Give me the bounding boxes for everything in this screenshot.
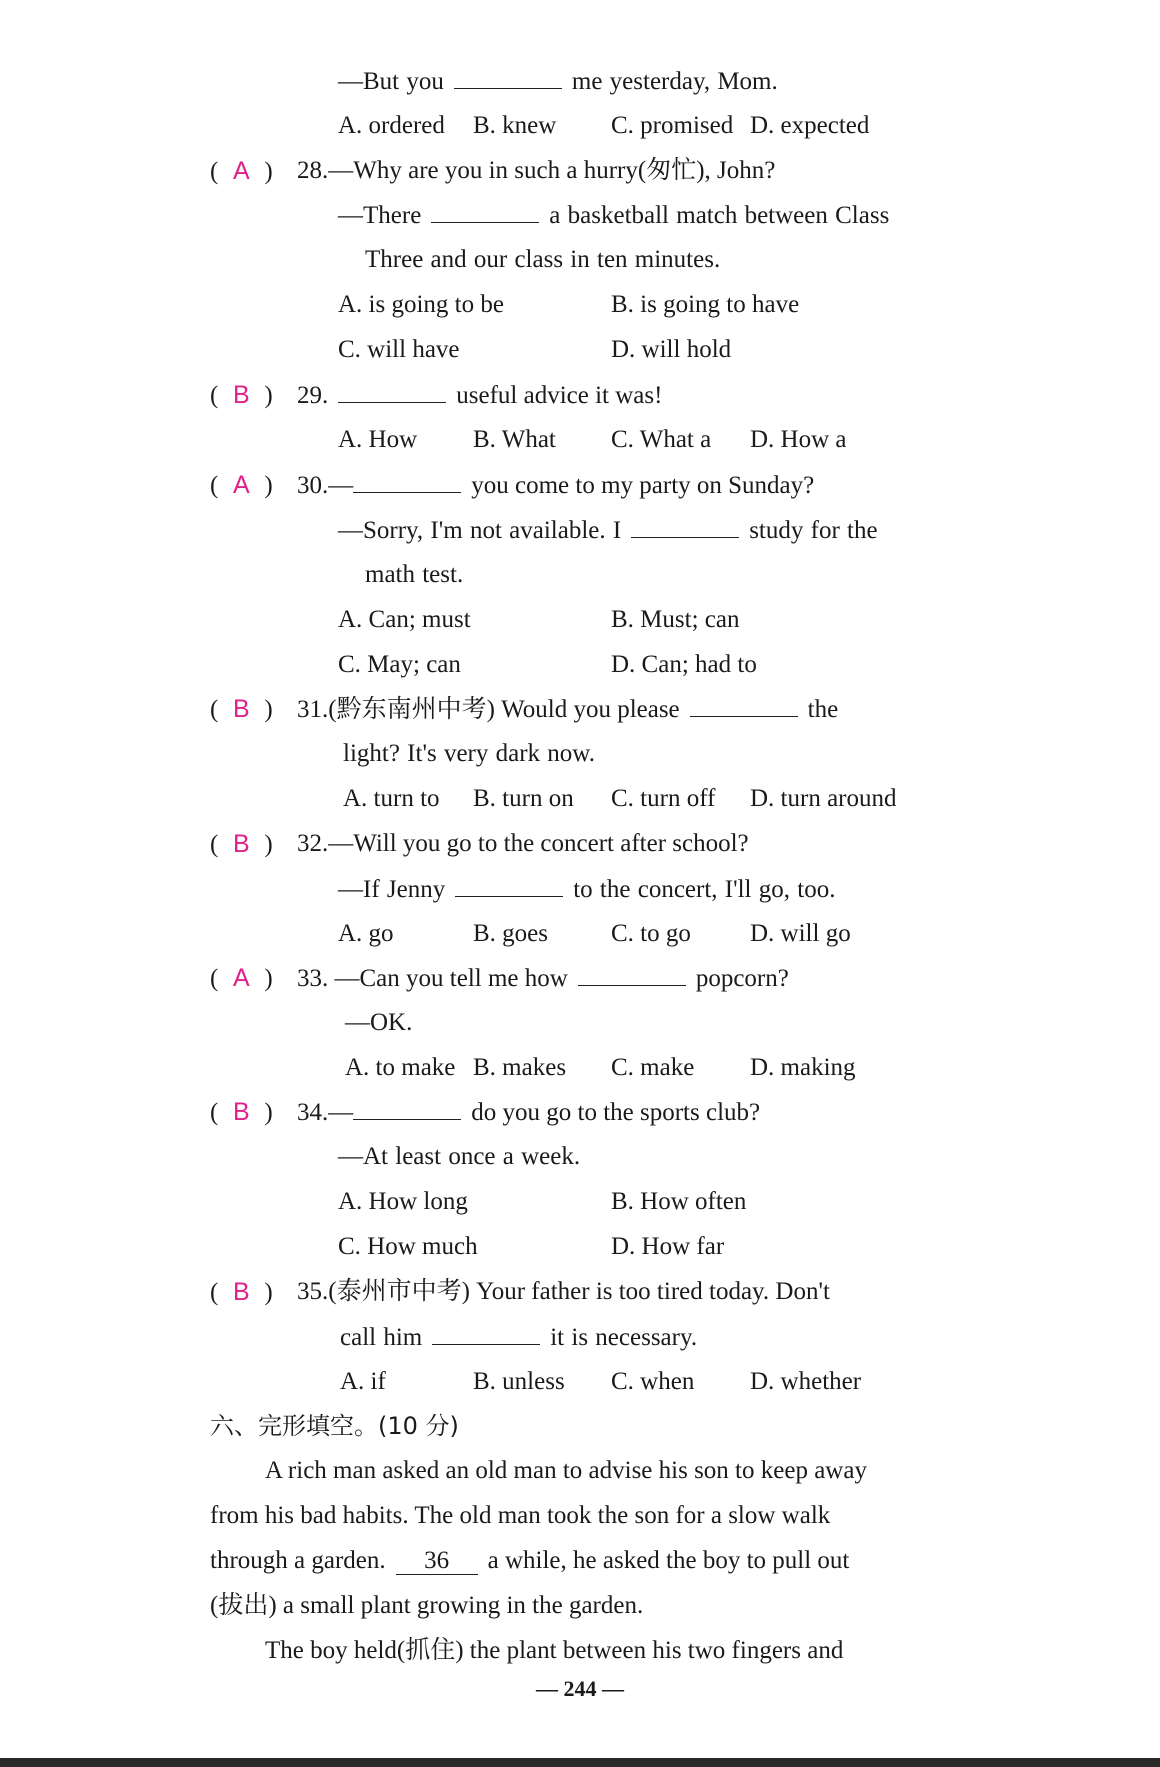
- answer-letter: A: [232, 157, 250, 185]
- page-number: — 244 —: [536, 1676, 624, 1701]
- prev-item-line: —But you me yesterday, Mom.: [338, 68, 778, 95]
- passage-line: A rich man asked an old man to advise his son to keep away: [265, 1457, 867, 1484]
- answer-blank[interactable]: [455, 874, 563, 897]
- answer-letter: A: [232, 471, 250, 499]
- question-28: 28.—Why are you in such a hurry(匆忙), John?: [297, 157, 776, 184]
- option-b: B. How often: [611, 1188, 747, 1215]
- question-33: 33. —Can you tell me how popcorn?: [297, 965, 789, 992]
- question-29: 29. useful advice it was!: [297, 382, 663, 409]
- option-a: A. turn to: [343, 785, 440, 812]
- option-d: D. will hold: [611, 336, 732, 363]
- q34-line2: —At least once a week.: [338, 1143, 581, 1170]
- option-c: C. What a: [611, 426, 712, 453]
- option-b: B. goes: [473, 920, 548, 947]
- option-b: B. is going to have: [611, 291, 800, 318]
- option-a: A. ordered: [338, 112, 445, 139]
- option-a: A. to make: [345, 1054, 456, 1081]
- option-d: D. How a: [750, 426, 847, 453]
- answer-blank[interactable]: [431, 200, 539, 223]
- option-d: D. turn around: [750, 785, 897, 812]
- answer-blank[interactable]: [353, 470, 461, 493]
- question-34: 34.— do you go to the sports club?: [297, 1099, 761, 1126]
- answer-blank[interactable]: [353, 1097, 461, 1120]
- option-d: D. expected: [750, 112, 870, 139]
- answer-letter: B: [232, 1098, 250, 1126]
- option-a: A. if: [340, 1368, 386, 1395]
- question-35: 35.(泰州市中考) Your father is too tired today. Don't: [297, 1278, 830, 1305]
- question-32: 32.—Will you go to the concert after school?: [297, 830, 749, 857]
- q28-line2: —There a basketball match between Class: [338, 202, 890, 229]
- answer-blank[interactable]: [432, 1322, 540, 1345]
- q28-line3: Three and our class in ten minutes.: [365, 246, 721, 273]
- question-31: 31.(黔东南州中考) Would you please the: [297, 696, 839, 723]
- option-b: B. makes: [473, 1054, 567, 1081]
- cloze-blank-36[interactable]: 36: [396, 1548, 478, 1575]
- option-d: D. making: [750, 1054, 856, 1081]
- option-a: A. How: [338, 426, 418, 453]
- answer-paren: ( B ): [210, 1098, 273, 1126]
- q33-line2: —OK.: [345, 1009, 413, 1036]
- passage-line: through a garden. 36 a while, he asked the boy to pull out: [210, 1547, 850, 1574]
- q30-line3: math test.: [365, 561, 464, 588]
- answer-letter: B: [232, 381, 250, 409]
- option-b: B. unless: [473, 1368, 565, 1395]
- answer-letter: B: [232, 695, 250, 723]
- answer-paren: ( A ): [210, 471, 273, 499]
- answer-paren: ( B ): [210, 381, 273, 409]
- passage-line: (拔出) a small plant growing in the garden.: [210, 1592, 644, 1619]
- answer-paren: ( A ): [210, 157, 273, 185]
- answer-blank[interactable]: [631, 515, 739, 538]
- option-d: D. How far: [611, 1233, 725, 1260]
- option-b: B. Must; can: [611, 606, 740, 633]
- q31-line2: light? It's very dark now.: [343, 740, 595, 767]
- option-a: A. Can; must: [338, 606, 471, 633]
- answer-blank[interactable]: [338, 380, 446, 403]
- option-d: D. Can; had to: [611, 651, 757, 678]
- answer-paren: ( B ): [210, 830, 273, 858]
- option-b: B. turn on: [473, 785, 574, 812]
- option-a: A. How long: [338, 1188, 468, 1215]
- answer-blank[interactable]: [578, 963, 686, 986]
- option-c: C. How much: [338, 1233, 478, 1260]
- option-b: B. What: [473, 426, 556, 453]
- option-a: A. go: [338, 920, 394, 947]
- answer-paren: ( B ): [210, 1278, 273, 1306]
- q32-line2: —If Jenny to the concert, I'll go, too.: [338, 876, 836, 903]
- option-c: C. make: [611, 1054, 695, 1081]
- answer-letter: A: [232, 964, 250, 992]
- option-c: C. when: [611, 1368, 695, 1395]
- answer-letter: B: [232, 1278, 250, 1306]
- option-a: A. is going to be: [338, 291, 504, 318]
- option-c: C. promised: [611, 112, 734, 139]
- passage-line: The boy held(抓住) the plant between his two fingers and: [265, 1637, 844, 1664]
- option-d: D. will go: [750, 920, 851, 947]
- option-c: C. to go: [611, 920, 691, 947]
- option-c: C. will have: [338, 336, 460, 363]
- section-heading: 六、完形填空。(10 分): [210, 1412, 459, 1440]
- option-c: C. May; can: [338, 651, 461, 678]
- q30-line2: —Sorry, I'm not available. I study for the: [338, 517, 878, 544]
- passage-line: from his bad habits. The old man took the son for a slow walk: [210, 1502, 831, 1529]
- question-30: 30.— you come to my party on Sunday?: [297, 472, 815, 499]
- q35-line2: call him it is necessary.: [340, 1324, 698, 1351]
- answer-letter: B: [232, 830, 250, 858]
- option-d: D. whether: [750, 1368, 862, 1395]
- bottom-bar: [0, 1758, 1160, 1767]
- option-c: C. turn off: [611, 785, 716, 812]
- answer-blank[interactable]: [454, 66, 562, 89]
- option-b: B. knew: [473, 112, 557, 139]
- answer-blank[interactable]: [690, 694, 798, 717]
- answer-paren: ( A ): [210, 964, 273, 992]
- answer-paren: ( B ): [210, 695, 273, 723]
